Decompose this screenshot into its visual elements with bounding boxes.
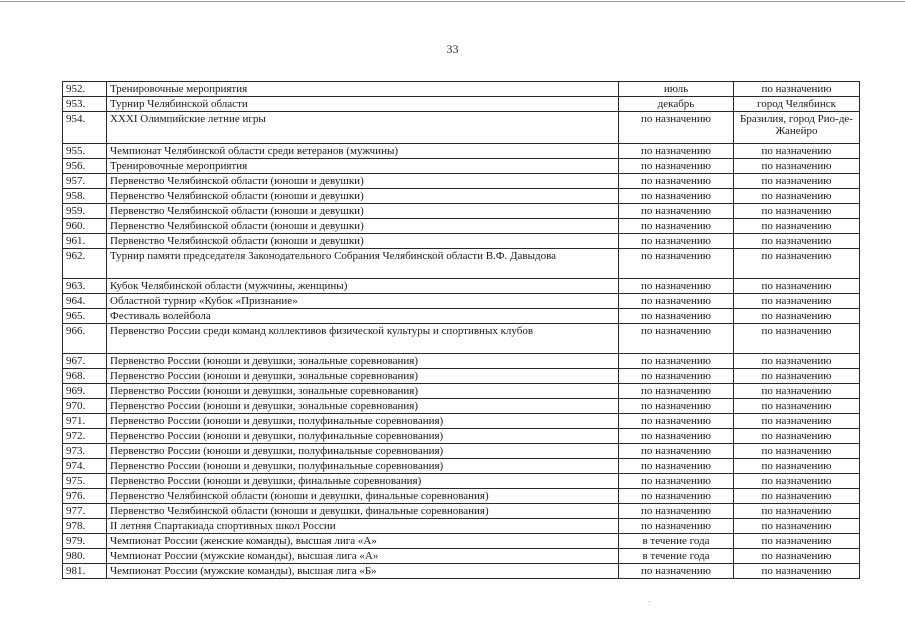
table-row <box>63 534 860 549</box>
event-name-cell: Первенство России (юноши и девушки, полуфинальные соревнования) <box>107 414 619 429</box>
event-place-cell: по назначению <box>734 399 860 414</box>
table-row <box>63 279 860 294</box>
event-date-cell: декабрь <box>619 97 734 112</box>
row-number-cell: 957. <box>63 174 107 189</box>
row-number-cell: 962. <box>63 249 107 279</box>
event-date-cell: по назначению <box>619 384 734 399</box>
row-number-cell: 960. <box>63 219 107 234</box>
row-number-cell: 953. <box>63 97 107 112</box>
table-row <box>63 159 860 174</box>
event-date-cell: по назначению <box>619 112 734 144</box>
row-number-cell: 974. <box>63 459 107 474</box>
event-name-cell: Первенство России (юноши и девушки, зональные соревнования) <box>107 384 619 399</box>
event-name-cell: XXXI Олимпийские летние игры <box>107 112 619 144</box>
table-row <box>63 489 860 504</box>
table-row <box>63 82 860 97</box>
event-name-cell: Областной турнир «Кубок «Признание» <box>107 294 619 309</box>
row-number-cell: 954. <box>63 112 107 144</box>
event-place-cell: по назначению <box>734 249 860 279</box>
event-place-cell: по назначению <box>734 519 860 534</box>
table-row <box>63 144 860 159</box>
event-place-cell: по назначению <box>734 414 860 429</box>
row-number-cell: 980. <box>63 549 107 564</box>
event-name-cell: Фестиваль волейбола <box>107 309 619 324</box>
event-date-cell: по назначению <box>619 234 734 249</box>
table-row <box>63 112 860 144</box>
event-date-cell: по назначению <box>619 429 734 444</box>
row-number-cell: 959. <box>63 204 107 219</box>
event-name-cell: Кубок Челябинской области (мужчины, женщины) <box>107 279 619 294</box>
table-row <box>63 354 860 369</box>
event-name-cell: Первенство России (юноши и девушки, зональные соревнования) <box>107 399 619 414</box>
event-place-cell: по назначению <box>734 204 860 219</box>
event-name-cell: Первенство Челябинской области (юноши и девушки) <box>107 189 619 204</box>
event-date-cell: по назначению <box>619 144 734 159</box>
event-place-cell: по назначению <box>734 489 860 504</box>
row-number-cell: 981. <box>63 564 107 579</box>
row-number-cell: 952. <box>63 82 107 97</box>
event-place-cell: город Челябинск <box>734 97 860 112</box>
events-table <box>62 81 860 579</box>
event-place-cell: по назначению <box>734 234 860 249</box>
event-place-cell: по назначению <box>734 219 860 234</box>
event-date-cell: в течение года <box>619 549 734 564</box>
event-name-cell: Первенство Челябинской области (юноши и девушки, финальные соревнования) <box>107 489 619 504</box>
row-number-cell: 965. <box>63 309 107 324</box>
table-row <box>63 399 860 414</box>
event-date-cell: по назначению <box>619 219 734 234</box>
event-date-cell: по назначению <box>619 519 734 534</box>
event-name-cell: Чемпионат России (женские команды), высшая лига «А» <box>107 534 619 549</box>
event-place-cell: по назначению <box>734 159 860 174</box>
row-number-cell: 970. <box>63 399 107 414</box>
event-date-cell: в течение года <box>619 534 734 549</box>
event-place-cell: по назначению <box>734 189 860 204</box>
event-place-cell: Бразилия, город Рио-де-Жанейро <box>734 112 860 144</box>
event-date-cell: по назначению <box>619 414 734 429</box>
event-place-cell: по назначению <box>734 354 860 369</box>
event-date-cell: по назначению <box>619 459 734 474</box>
event-date-cell: по назначению <box>619 324 734 354</box>
row-number-cell: 975. <box>63 474 107 489</box>
table-row <box>63 234 860 249</box>
event-name-cell: Первенство России (юноши и девушки, полуфинальные соревнования) <box>107 444 619 459</box>
row-number-cell: 969. <box>63 384 107 399</box>
event-name-cell: Первенство Челябинской области (юноши и девушки) <box>107 219 619 234</box>
row-number-cell: 955. <box>63 144 107 159</box>
event-place-cell: по назначению <box>734 549 860 564</box>
event-date-cell: по назначению <box>619 369 734 384</box>
event-name-cell: Турнир Челябинской области <box>107 97 619 112</box>
event-name-cell: II летняя Спартакиада спортивных школ России <box>107 519 619 534</box>
row-number-cell: 978. <box>63 519 107 534</box>
event-name-cell: Первенство России среди команд коллективов физической культуры и спортивных клубов <box>107 324 619 354</box>
table-row <box>63 474 860 489</box>
table-row <box>63 564 860 579</box>
event-date-cell: по назначению <box>619 204 734 219</box>
row-number-cell: 963. <box>63 279 107 294</box>
table-row <box>63 174 860 189</box>
row-number-cell: 958. <box>63 189 107 204</box>
event-name-cell: Тренировочные мероприятия <box>107 159 619 174</box>
row-number-cell: 964. <box>63 294 107 309</box>
table-row <box>63 459 860 474</box>
scan-mark: - <box>648 596 651 606</box>
event-name-cell: Первенство России (юноши и девушки, зональные соревнования) <box>107 369 619 384</box>
event-date-cell: по назначению <box>619 189 734 204</box>
event-name-cell: Первенство России (юноши и девушки, полуфинальные соревнования) <box>107 429 619 444</box>
event-name-cell: Первенство Челябинской области (юноши и девушки, финальные соревнования) <box>107 504 619 519</box>
event-place-cell: по назначению <box>734 504 860 519</box>
event-name-cell: Чемпионат России (мужские команды), высшая лига «Б» <box>107 564 619 579</box>
table-row <box>63 97 860 112</box>
event-name-cell: Первенство Челябинской области (юноши и девушки) <box>107 234 619 249</box>
event-date-cell: по назначению <box>619 489 734 504</box>
event-date-cell: по назначению <box>619 354 734 369</box>
event-name-cell: Первенство России (юноши и девушки, финальные соревнования) <box>107 474 619 489</box>
table-row <box>63 249 860 279</box>
table-row <box>63 309 860 324</box>
table-row <box>63 189 860 204</box>
row-number-cell: 973. <box>63 444 107 459</box>
table-row <box>63 294 860 309</box>
table-row <box>63 504 860 519</box>
row-number-cell: 967. <box>63 354 107 369</box>
event-place-cell: по назначению <box>734 82 860 97</box>
event-place-cell: по назначению <box>734 174 860 189</box>
event-name-cell: Тренировочные мероприятия <box>107 82 619 97</box>
event-place-cell: по назначению <box>734 384 860 399</box>
event-name-cell: Первенство России (юноши и девушки, полуфинальные соревнования) <box>107 459 619 474</box>
event-place-cell: по назначению <box>734 144 860 159</box>
row-number-cell: 971. <box>63 414 107 429</box>
event-place-cell: по назначению <box>734 459 860 474</box>
event-place-cell: по назначению <box>734 474 860 489</box>
event-date-cell: по назначению <box>619 564 734 579</box>
row-number-cell: 968. <box>63 369 107 384</box>
event-date-cell: по назначению <box>619 279 734 294</box>
table-row <box>63 429 860 444</box>
event-place-cell: по назначению <box>734 294 860 309</box>
row-number-cell: 961. <box>63 234 107 249</box>
event-place-cell: по назначению <box>734 309 860 324</box>
event-place-cell: по назначению <box>734 564 860 579</box>
event-date-cell: по назначению <box>619 504 734 519</box>
table-row <box>63 414 860 429</box>
table-row <box>63 519 860 534</box>
row-number-cell: 979. <box>63 534 107 549</box>
event-date-cell: по назначению <box>619 399 734 414</box>
event-name-cell: Турнир памяти председателя Законодательного Собрания Челябинской области В.Ф. Давыдова <box>107 249 619 279</box>
event-place-cell: по назначению <box>734 534 860 549</box>
event-name-cell: Чемпионат России (мужские команды), высшая лига «А» <box>107 549 619 564</box>
page-number: 33 <box>446 42 459 56</box>
event-date-cell: по назначению <box>619 309 734 324</box>
table-row <box>63 384 860 399</box>
event-date-cell: по назначению <box>619 294 734 309</box>
row-number-cell: 977. <box>63 504 107 519</box>
events-table-body <box>63 82 860 579</box>
event-name-cell: Чемпионат Челябинской области среди ветеранов (мужчины) <box>107 144 619 159</box>
row-number-cell: 972. <box>63 429 107 444</box>
event-date-cell: по назначению <box>619 474 734 489</box>
row-number-cell: 956. <box>63 159 107 174</box>
table-row <box>63 219 860 234</box>
row-number-cell: 976. <box>63 489 107 504</box>
event-name-cell: Первенство Челябинской области (юноши и девушки) <box>107 174 619 189</box>
event-date-cell: по назначению <box>619 249 734 279</box>
table-row <box>63 324 860 354</box>
event-date-cell: по назначению <box>619 174 734 189</box>
event-place-cell: по назначению <box>734 369 860 384</box>
event-place-cell: по назначению <box>734 444 860 459</box>
event-date-cell: по назначению <box>619 444 734 459</box>
row-number-cell: 966. <box>63 324 107 354</box>
top-scan-rule <box>0 1 905 2</box>
event-date-cell: по назначению <box>619 159 734 174</box>
event-place-cell: по назначению <box>734 324 860 354</box>
event-place-cell: по назначению <box>734 429 860 444</box>
event-name-cell: Первенство Челябинской области (юноши и девушки) <box>107 204 619 219</box>
table-row <box>63 444 860 459</box>
table-row <box>63 369 860 384</box>
table-row <box>63 549 860 564</box>
event-date-cell: июль <box>619 82 734 97</box>
event-place-cell: по назначению <box>734 279 860 294</box>
event-name-cell: Первенство России (юноши и девушки, зональные соревнования) <box>107 354 619 369</box>
table-row <box>63 204 860 219</box>
